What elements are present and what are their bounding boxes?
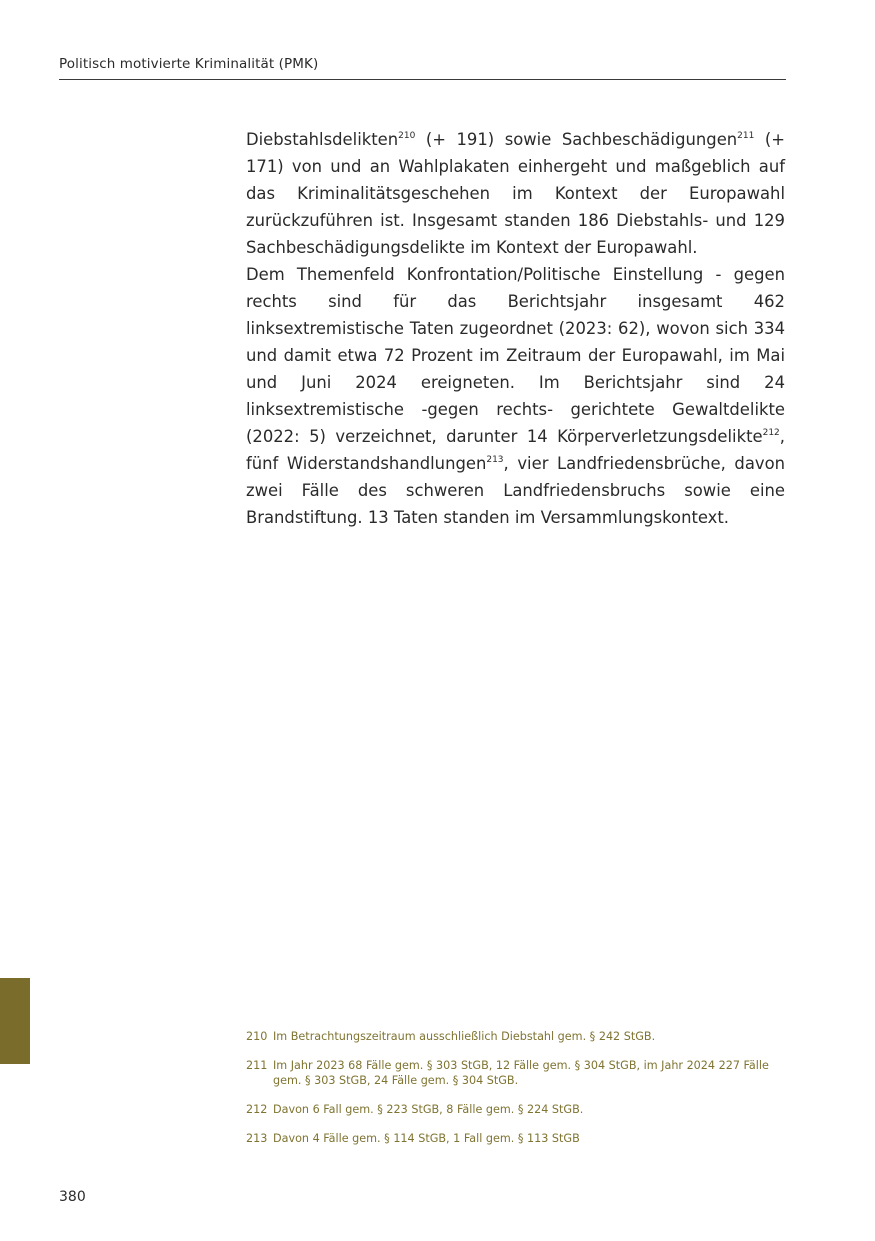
paragraph-2-part-a: Dem Themenfeld Konfrontation/Politische Einstellung - gegen rechts sind für das Berichtsjahr insgesamt 462 linksextremistische Taten zugeordnet (2023: 62), wovon sich 334 und damit etwa 72 Prozent im Zeitraum der Europawahl, im Mai und Juni 2024 ereigneten. Im Berichtsjahr sind 24 linksextremistische -gegen rechts- gerichtete Gewaltdelikte (2022: 5) verzeichnet, darunter 14 Körperverletzungsdelikte — [246, 265, 785, 446]
footnote-210 — [246, 1029, 787, 1044]
paragraph-1 — [246, 126, 785, 261]
main-text — [246, 126, 785, 531]
paragraph-1-part-a: Diebstahlsdelikten — [246, 130, 399, 149]
footnote-number: 212 — [246, 1103, 268, 1116]
footnote-text: Davon 6 Fall gem. § 223 StGB, 8 Fälle gem. § 224 StGB. — [273, 1103, 584, 1116]
footnote-ref-210[interactable]: 210 — [398, 130, 416, 141]
footnote-number: 211 — [246, 1059, 268, 1072]
footnote-text: Im Jahr 2023 68 Fälle gem. § 303 StGB, 12 Fälle gem. § 304 StGB, im Jahr 2024 227 Fälle gem. § 303 StGB, 24 Fälle gem. § 304 StGB. — [273, 1059, 769, 1087]
footnote-213 — [246, 1131, 787, 1146]
paragraph-1-part-c: (+ 171) von und an Wahlplakaten einhergeht und maßgeblich auf das Kriminalitätsgeschehen im Kontext der Europawahl zurückzuführen ist. Insgesamt standen 186 Diebstahls- und 129 Sachbeschädigungsdelikte im Kontext der Europawahl. — [246, 130, 786, 257]
footnote-number: 210 — [246, 1030, 268, 1043]
paragraph-1-part-b: (+ 191) sowie Sachbeschädigungen — [415, 130, 738, 149]
footnote-ref-211[interactable]: 211 — [737, 130, 755, 141]
footnote-ref-212[interactable]: 212 — [762, 427, 780, 438]
footnote-text: Davon 4 Fälle gem. § 114 StGB, 1 Fall gem. § 113 StGB — [273, 1132, 580, 1145]
footnote-number: 213 — [246, 1132, 268, 1145]
running-header-title: Politisch motivierte Kriminalität (PMK) — [59, 56, 319, 72]
header-divider — [59, 79, 786, 80]
paragraph-2-part-c: , vier Landfriedensbrüche, davon zwei Fälle des schweren Landfriedensbruchs sowie eine Brandstiftung. 13 Taten standen im Versammlungskontext. — [246, 454, 785, 527]
footnotes — [246, 1029, 787, 1160]
footnote-text: Im Betrachtungszeitraum ausschließlich Diebstahl gem. § 242 StGB. — [273, 1030, 656, 1043]
footnote-212 — [246, 1102, 787, 1117]
footnote-211 — [246, 1058, 787, 1088]
paragraph-2 — [246, 261, 785, 531]
page-number: 380 — [59, 1189, 86, 1205]
chapter-color-tab — [0, 978, 30, 1064]
paragraph-2-part-b: , fünf Widerstandshandlungen — [246, 427, 785, 473]
footnote-ref-213[interactable]: 213 — [486, 454, 504, 465]
